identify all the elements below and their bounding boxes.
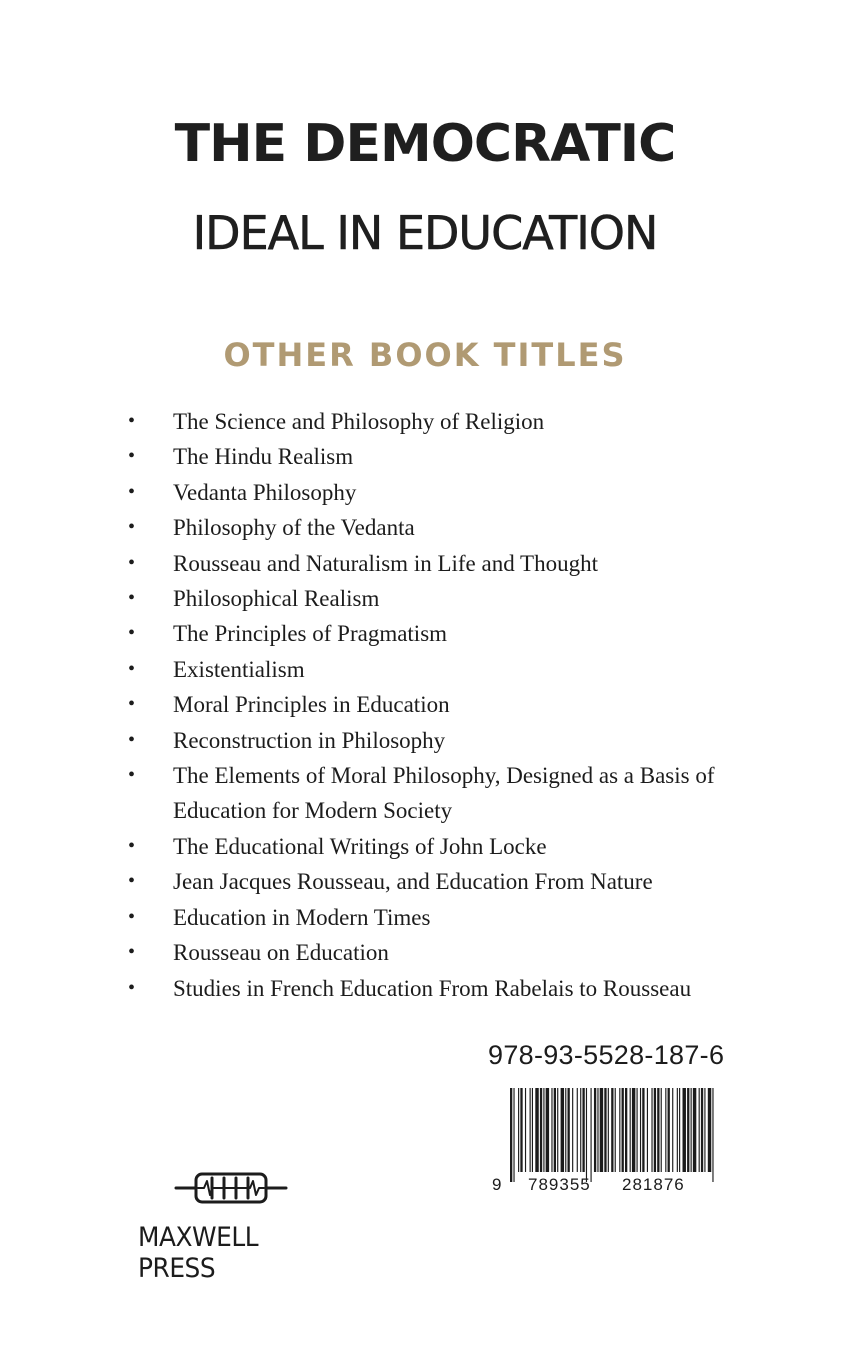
book-title-text: Education in Modern Times xyxy=(173,904,431,930)
book-title-item xyxy=(128,475,748,510)
book-title-text: The Science and Philosophy of Religion xyxy=(173,409,545,434)
bullet-icon: • xyxy=(128,870,136,893)
bullet-icon: • xyxy=(128,551,136,574)
other-titles-heading: OTHER BOOK TITLES xyxy=(223,336,627,374)
book-title-text: The Elements of Moral Philosophy, Designed as a Basis of Education for Modern Society xyxy=(173,763,715,824)
book-title-text: Rousseau on Education xyxy=(173,940,389,966)
book-title-item xyxy=(128,404,748,439)
book-title-text: Reconstruction in Philosophy xyxy=(173,727,446,753)
book-title-item xyxy=(128,546,748,581)
book-title-item xyxy=(128,900,748,935)
book-title-item xyxy=(128,510,748,545)
bullet-icon: • xyxy=(128,976,136,999)
book-title-text: Moral Principles in Education xyxy=(173,692,450,718)
book-title-text: The Educational Writings of John Locke xyxy=(173,833,547,859)
bullet-icon: • xyxy=(128,728,136,751)
bullet-icon: • xyxy=(128,410,136,432)
book-title-item xyxy=(128,935,748,970)
book-title-text: Vedanta Philosophy xyxy=(173,479,357,505)
book-title-text: Rousseau and Naturalism in Life and Thought xyxy=(173,550,598,576)
book-title-line2: IDEAL IN EDUCATION xyxy=(192,206,658,260)
other-titles-list xyxy=(128,404,748,1006)
book-title-line1: THE DEMOCRATIC xyxy=(174,114,676,174)
book-title-item xyxy=(128,581,748,616)
book-title-text: Philosophical Realism xyxy=(173,586,380,612)
bullet-icon: • xyxy=(128,764,136,787)
bullet-icon: • xyxy=(128,516,136,539)
bullet-icon: • xyxy=(128,587,136,610)
book-title-item xyxy=(128,652,748,687)
book-title-text: Studies in French Education From Rabelais to Rousseau xyxy=(173,975,692,1001)
barcode-lead-digit: 9 xyxy=(492,1175,502,1194)
bullet-icon: • xyxy=(128,445,136,468)
book-title-item xyxy=(128,864,748,899)
book-title-text: Jean Jacques Rousseau, and Education From Nature xyxy=(173,869,653,895)
book-title-text: The Hindu Realism xyxy=(173,444,354,470)
isbn-number: 978-93-5528-187-6 xyxy=(488,1040,725,1070)
barcode-right-digits: 281876 xyxy=(622,1175,685,1194)
book-title-item xyxy=(128,758,748,829)
bullet-icon: • xyxy=(128,941,136,964)
book-title-item xyxy=(128,687,748,722)
bullet-icon: • xyxy=(128,480,136,503)
book-title-text: Existentialism xyxy=(173,656,305,682)
bullet-icon: • xyxy=(128,622,136,645)
bullet-icon: • xyxy=(128,693,136,716)
barcode-left-digits: 789355 xyxy=(528,1175,591,1194)
book-title-text: Philosophy of the Vedanta xyxy=(173,515,415,541)
isbn-barcode xyxy=(488,1088,723,1200)
barcode-bars xyxy=(510,1088,714,1182)
bullet-icon: • xyxy=(128,905,136,928)
maxwell-press-logo-icon xyxy=(174,1168,288,1212)
book-title-item xyxy=(128,439,748,474)
book-title-item xyxy=(128,616,748,651)
bullet-icon: • xyxy=(128,834,136,857)
book-title-text: The Principles of Pragmatism xyxy=(173,621,448,647)
bullet-icon: • xyxy=(128,657,136,680)
book-title-item xyxy=(128,971,748,1006)
publisher-name: MAXWELL PRESS xyxy=(138,1222,259,1284)
book-title-item xyxy=(128,829,748,864)
book-title-item xyxy=(128,723,748,758)
